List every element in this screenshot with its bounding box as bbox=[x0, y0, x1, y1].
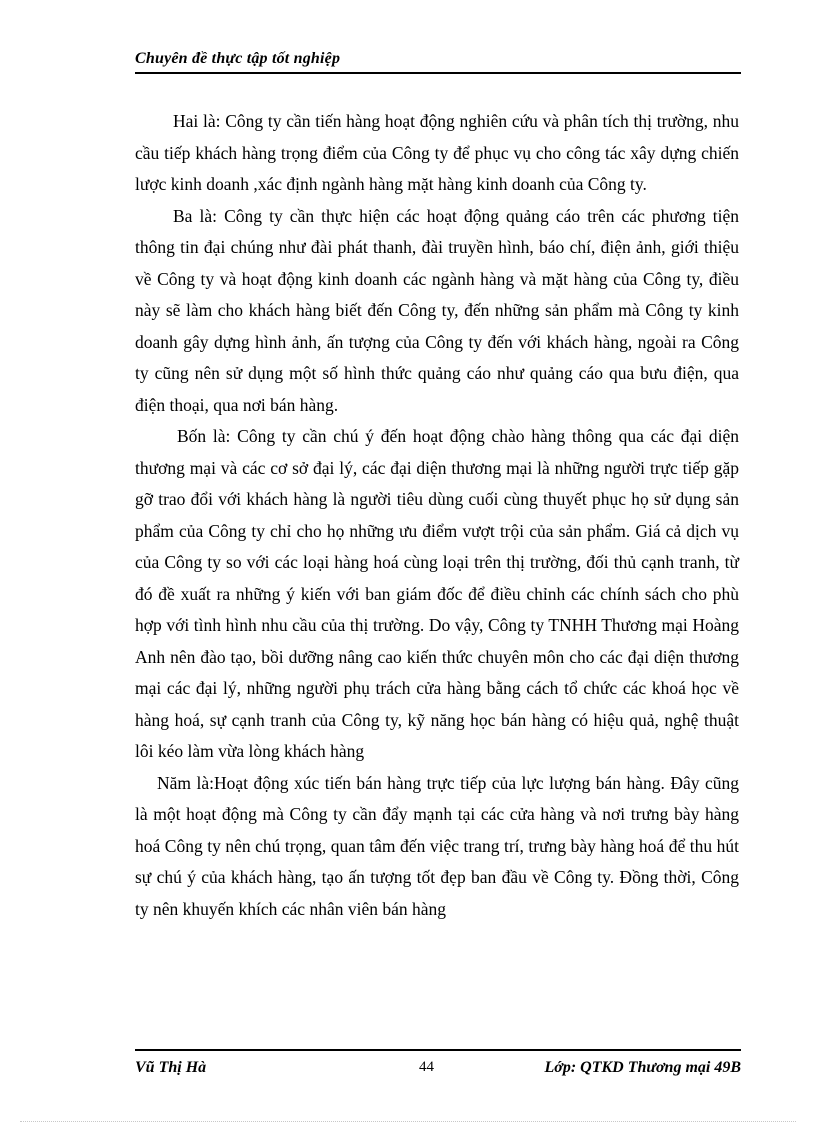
page-header bbox=[135, 48, 741, 74]
page-footer bbox=[135, 1049, 741, 1081]
paragraph-ba-la: Ba là: Công ty cần thực hiện các hoạt động quảng cáo trên các phương tiện thông tin đại chúng như đài phát thanh, đài truyền hình, báo chí, điện ảnh, giới thiệu về Công ty và hoạt động kinh doanh các ngành hàng và mặt hàng của Công ty, điều này sẽ làm cho khách hàng biết đến Công ty, đến những sản phẩm mà Công ty kinh doanh gây dựng hình ảnh, ấn tượng của Công ty đến với khách hàng, ngoài ra Công ty cũng nên sử dụng một số hình thức quảng cáo như quảng cáo qua bưu điện, qua điện thoại, qua nơi bán hàng. bbox=[135, 205, 739, 415]
document-body bbox=[135, 106, 739, 925]
footer-class-label: Lớp: QTKD Thương mại 49B bbox=[544, 1059, 741, 1076]
paragraph-hai-la: Hai là: Công ty cần tiến hàng hoạt động nghiên cứu và phân tích thị trường, nhu cầu tiếp khách hàng trọng điểm của Công ty để phục vụ cho công tác xây dựng chiến lược kinh doanh ,xác định ngành hàng mặt hàng kinh doanh của Công ty. bbox=[135, 111, 739, 194]
header-title: Chuyên đề thực tập tốt nghiệp bbox=[135, 50, 341, 67]
page-edge-divider bbox=[20, 1121, 796, 1122]
paragraph-nam-la: Năm là:Hoạt động xúc tiến bán hàng trực tiếp của lực lượng bán hàng. Đây cũng là một hoạt động mà Công ty cần đẩy mạnh tại các cửa hàng và nơi trưng bày hàng hoá Công ty nên chú trọng, quan tâm đến việc trang trí, trưng bày hàng hoá để thu hút sự chú ý của khách hàng, tạo ấn tượng tốt đẹp ban đầu về Công ty. Đồng thời, Công ty nên khuyến khích các nhân viên bán hàng bbox=[135, 772, 739, 919]
paragraph-bon-la: Bốn là: Công ty cần chú ý đến hoạt động chào hàng thông qua các đại diện thương mại và các cơ sở đại lý, các đại diện thương mại là những người trực tiếp gặp gỡ trao đổi với khách hàng là người tiêu dùng cuối cùng thuyết phục họ sử dụng sản phẩm của Công ty chỉ cho họ những ưu điểm vượt trội của sản phẩm. Giá cả dịch vụ của Công ty so với các loại hàng hoá cùng loại trên thị trường, đối thủ cạnh tranh, từ đó đề xuất ra những ý kiến với ban giám đốc để điều chỉnh các chính sách cho phù hợp với tình hình nhu cầu của thị trường. Do vậy, Công ty TNHH Thương mại Hoàng Anh nên đào tạo, bồi dưỡng nâng cao kiến thức chuyên môn cho các đại diện thương mại các đại lý, những người phụ trách cửa hàng bằng cách tổ chức các khoá học về hàng hoá, sự cạnh tranh của Công ty, kỹ năng học bán hàng có hiệu quả, nghệ thuật lôi kéo làm vừa lòng khách hàng bbox=[135, 426, 739, 761]
page-number: 44 bbox=[419, 1059, 434, 1075]
footer-author: Vũ Thị Hà bbox=[135, 1059, 207, 1076]
